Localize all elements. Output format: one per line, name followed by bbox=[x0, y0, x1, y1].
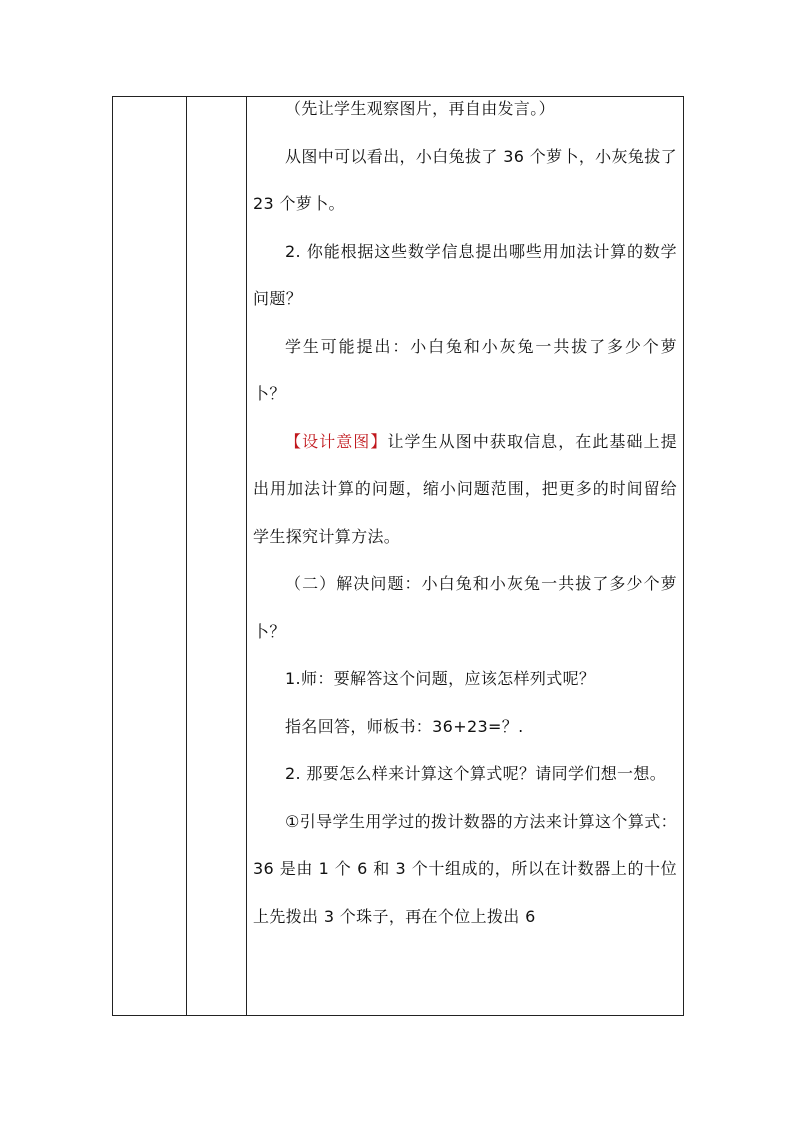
paragraph-design-intent bbox=[253, 418, 677, 561]
table-column-content bbox=[247, 97, 683, 1015]
paragraph-board-writing: 指名回答，师板书：36+23=？. bbox=[285, 716, 524, 736]
paragraph-teacher-ask: 1.师：要解答这个问题，应该怎样列式呢？ bbox=[285, 669, 596, 688]
paragraph-solve-heading: （二）解决问题：小白兔和小灰兔一共拔了多少个萝卜？ bbox=[253, 574, 677, 641]
paragraph-abacus-method: ①引导学生用学过的拨计数器的方法来计算这个算式：36 是由 1 个 6 和 3 个十组成的，所以在计数器上的十位上先拨出 3 个珠子，再在个位上拨出 6 bbox=[253, 811, 677, 926]
table-column-section bbox=[113, 97, 187, 1015]
paragraph-question-prompt: 2. 你能根据这些数学信息提出哪些用加法计算的数学问题？ bbox=[253, 241, 677, 308]
design-intent-text: 让学生从图中获取信息，在此基础上提出用加法计算的问题，缩小问题范围，把更多的时间留给学生探究计算方法。 bbox=[253, 431, 677, 546]
design-intent-tag: 【设计意图】 bbox=[285, 431, 388, 451]
paragraph-how-to-calc: 2. 那要怎么样来计算这个算式呢？请同学们想一想。 bbox=[285, 764, 667, 783]
table-column-time bbox=[187, 97, 247, 1015]
lesson-plan-table bbox=[112, 96, 684, 1016]
paragraph-student-question: 学生可能提出：小白兔和小灰兔一共拔了多少个萝卜？ bbox=[253, 336, 677, 403]
paragraph-info: 从图中可以看出，小白兔拔了 36 个萝卜，小灰兔拔了 23 个萝卜。 bbox=[253, 146, 677, 213]
paragraph-observe: （先让学生观察图片，再自由发言。） bbox=[285, 99, 555, 118]
